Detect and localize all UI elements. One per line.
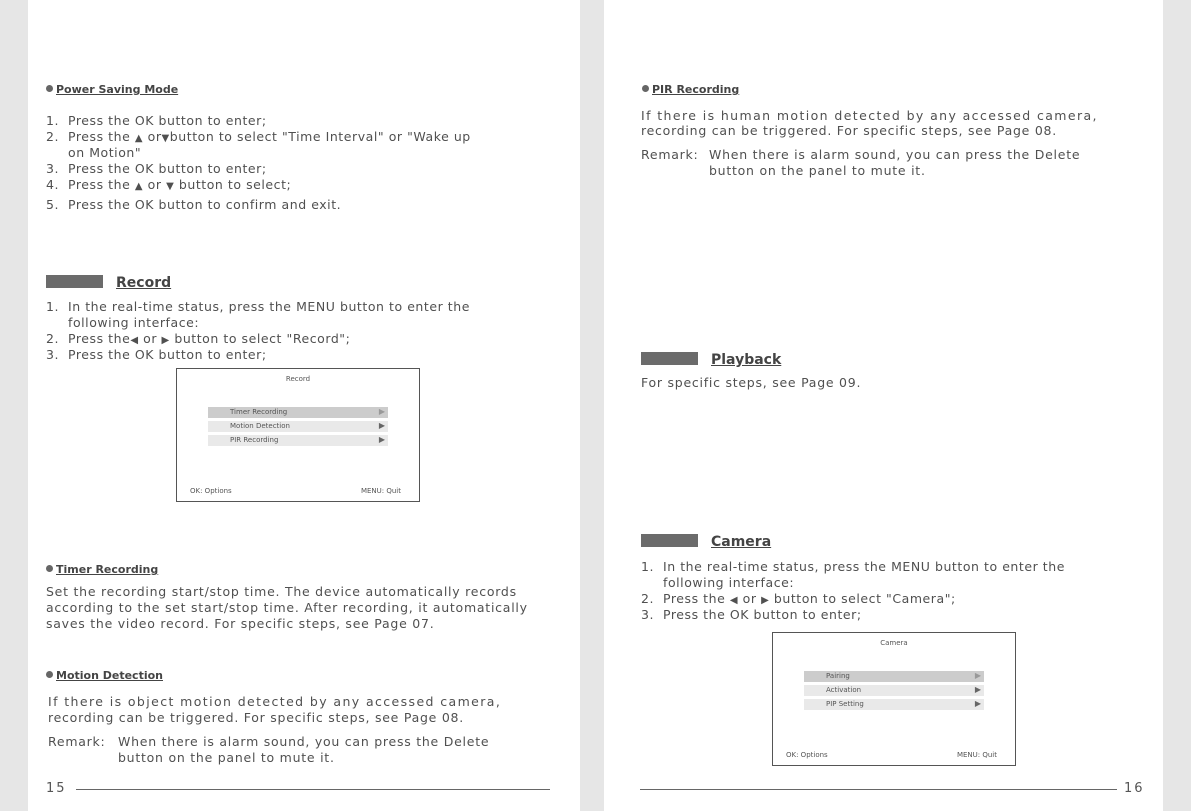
right-arrow-icon: ▶	[378, 435, 385, 444]
camera-menu-screen	[772, 632, 1016, 766]
record-menu-footer-ok: OK: Options	[190, 487, 232, 495]
footer-rule-left	[76, 789, 550, 790]
power-saving-title: Power Saving Mode	[46, 83, 178, 96]
timer-recording-line-2: according to the set start/stop time. After recording, it automatically	[46, 600, 528, 615]
camera-menu-item-pip-setting[interactable]: PIP Setting ▶	[804, 699, 984, 710]
power-saving-step-3: 3. Press the OK button to enter;	[46, 161, 267, 176]
pir-recording-remark-line-1: When there is alarm sound, you can press the Delete	[709, 147, 1081, 162]
down-triangle-icon: ▼	[166, 181, 175, 192]
camera-heading: Camera	[641, 531, 771, 551]
record-step-2: 2. Press the◀ or ▶ button to select "Record";	[46, 331, 351, 346]
right-triangle-icon: ▶	[161, 335, 170, 346]
motion-detection-remark-label: Remark:	[48, 734, 106, 749]
power-saving-step-1: 1. Press the OK button to enter;	[46, 113, 267, 128]
right-arrow-icon: ▶	[378, 407, 385, 416]
bullet-icon	[46, 85, 53, 92]
pir-recording-title: PIR Recording	[642, 83, 739, 96]
power-saving-step-2: 2. Press the ▲ or▼button to select "Time Interval" or "Wake up	[46, 129, 471, 144]
motion-detection-remark-line-2: button on the panel to mute it.	[118, 750, 335, 765]
camera-menu-title: Camera	[880, 639, 908, 647]
record-menu-screen	[176, 368, 420, 502]
right-arrow-icon: ▶	[974, 699, 981, 708]
power-saving-step-2-cont: on Motion"	[68, 145, 142, 160]
camera-step-3: 3. Press the OK button to enter;	[641, 607, 862, 622]
camera-step-2: 2. Press the ◀ or ▶ button to select "Camera";	[641, 591, 956, 606]
motion-detection-title: Motion Detection	[46, 669, 163, 682]
camera-step-1: 1. In the real-time status, press the MENU button to enter the	[641, 559, 1065, 574]
footer-rule-right	[640, 789, 1117, 790]
pir-recording-line-1: If there is human motion detected by any accessed camera,	[641, 108, 1098, 123]
camera-menu-footer-ok: OK: Options	[786, 751, 828, 759]
up-triangle-icon: ▲	[134, 133, 144, 144]
timer-recording-line-1: Set the recording start/stop time. The device automatically records	[46, 584, 517, 599]
motion-detection-remark-line-1: When there is alarm sound, you can press the Delete	[118, 734, 490, 749]
bullet-icon	[46, 671, 53, 678]
bullet-icon	[46, 565, 53, 572]
record-heading: Record	[46, 272, 171, 292]
playback-line: For specific steps, see Page 09.	[641, 375, 862, 390]
record-step-1-cont: following interface:	[68, 315, 200, 330]
page-left	[28, 0, 580, 811]
record-menu-item-motion-detection[interactable]: Motion Detection ▶	[208, 421, 388, 432]
timer-recording-line-3: saves the video record. For specific steps, see Page 07.	[46, 616, 435, 631]
camera-step-1-cont: following interface:	[663, 575, 795, 590]
right-arrow-icon: ▶	[974, 671, 981, 680]
camera-menu-footer-menu: MENU: Quit	[956, 751, 997, 759]
pir-recording-line-2: recording can be triggered. For specific steps, see Page 08.	[641, 123, 1057, 138]
camera-menu-item-activation[interactable]: Activation ▶	[804, 685, 984, 696]
bullet-icon	[642, 85, 649, 92]
motion-detection-line-2: recording can be triggered. For specific steps, see Page 08.	[48, 710, 464, 725]
right-arrow-icon: ▶	[378, 421, 385, 430]
page-number-right: 16	[1124, 781, 1145, 796]
right-arrow-icon: ▶	[974, 685, 981, 694]
motion-detection-line-1: If there is object motion detected by any accessed camera,	[48, 694, 502, 709]
power-saving-step-5: 5. Press the OK button to confirm and exit.	[46, 197, 342, 212]
heading-bar	[641, 534, 698, 547]
pir-recording-remark-line-2: button on the panel to mute it.	[709, 163, 926, 178]
record-step-1: 1. In the real-time status, press the MENU button to enter the	[46, 299, 470, 314]
power-saving-step-4: 4. Press the ▲ or ▼ button to select;	[46, 177, 292, 192]
heading-bar	[641, 352, 698, 365]
down-triangle-icon: ▼	[161, 133, 170, 144]
record-menu-footer-menu: MENU: Quit	[360, 487, 401, 495]
right-triangle-icon: ▶	[761, 595, 770, 606]
page-number-left: 15	[46, 781, 67, 796]
record-step-3: 3. Press the OK button to enter;	[46, 347, 267, 362]
up-triangle-icon: ▲	[134, 181, 144, 192]
pir-recording-remark-label: Remark:	[641, 147, 699, 162]
timer-recording-title: Timer Recording	[46, 563, 158, 576]
camera-menu-item-pairing[interactable]: Pairing ▶	[804, 671, 984, 682]
record-menu-item-timer-recording[interactable]: Timer Recording ▶	[208, 407, 388, 418]
left-triangle-icon: ◀	[729, 595, 739, 606]
record-menu-item-pir-recording[interactable]: PIR Recording ▶	[208, 435, 388, 446]
heading-bar	[46, 275, 103, 288]
playback-heading: Playback	[641, 349, 781, 369]
record-menu-title: Record	[285, 375, 311, 383]
page-right	[604, 0, 1163, 811]
left-triangle-icon: ◀	[130, 335, 139, 346]
